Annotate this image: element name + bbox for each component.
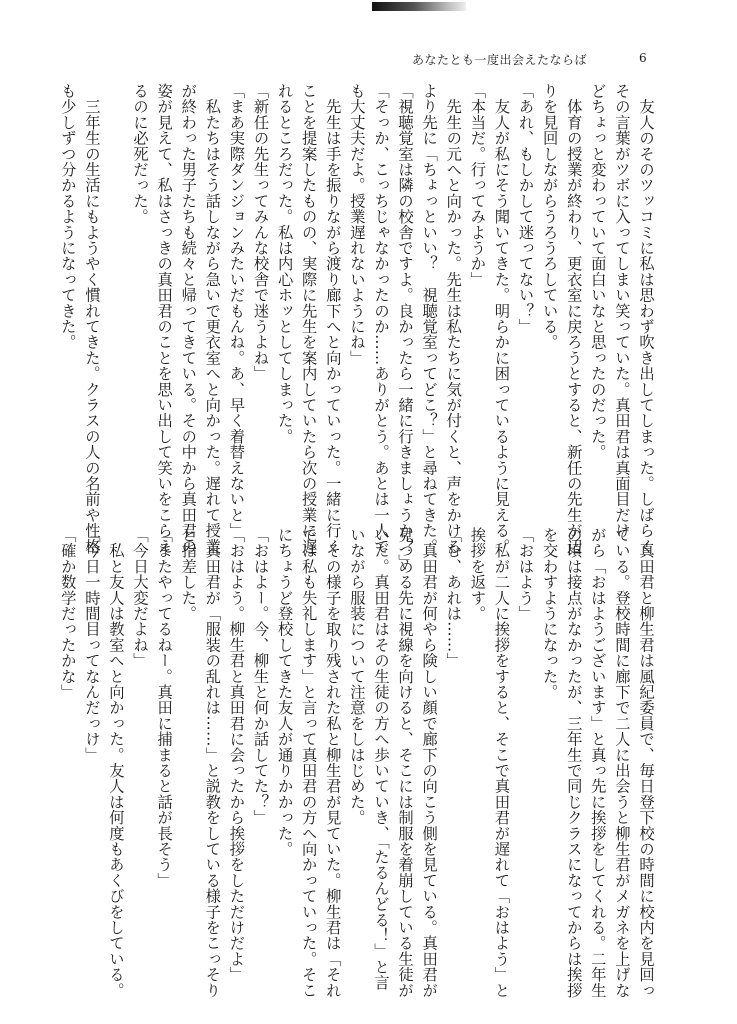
text-column: 「まあ実際ダンジョンみたいだもんね。あ、早く着替えないと」 (227, 83, 246, 539)
text-column: りを見回しながらうろうろしている。 (540, 83, 559, 350)
text-column: 「確か数学だったかな」 (58, 527, 77, 700)
text-column: るのに必死だった。 (131, 83, 150, 225)
text-column: と指差した。 (179, 527, 198, 622)
text-column: 友人のそのツッコミに私は思わず吹き出してしまった。しばらく (637, 83, 655, 554)
text-column: 先生は手を振りながら渡り廊下へと向かっていった。一緒に行く (323, 83, 342, 554)
text-column: も大丈夫だよ。授業遅れないようにね」 (347, 83, 366, 366)
text-column: 「今日一時間目ってなんだっけ」 (82, 527, 101, 763)
page-number: 6 (639, 51, 647, 65)
text-column: いながら服装について注意をしはじめた。 (347, 527, 366, 826)
text-column: 見つめる先に視線を向けると、そこには制服を着崩している生徒が (396, 527, 415, 998)
running-title: あなたとも一度出会えたならば (411, 53, 587, 67)
text-column: 先生の元へと向かった。先生は私たちに気が付くと、声をかける (444, 83, 463, 554)
text-column: を交わすようになった。 (540, 527, 559, 700)
text-column: 「おはよう」 (516, 527, 535, 622)
text-column: 「あれ、もしかして迷ってない？」 (516, 83, 535, 335)
text-column: その言葉がツボに入ってしまい笑っていた。真田君は真面目だけ (612, 83, 631, 539)
text-column: では私も失礼します」と言って真田君の方へ向かっていった。そこ (299, 527, 318, 998)
text-column: 真田君が「服装の乱れは……」と説教をしている様子をこっそり (203, 527, 222, 998)
text-column: にちょうど登校してきた友人が通りかかった。 (275, 527, 294, 857)
text-column: 真田君と柳生君は風紀委員で、毎日登下校の時間に校内を見回っ (637, 527, 655, 998)
text-column: がら「おはようございます」と真っ先に挨拶をしてくれる。二年生 (588, 527, 607, 998)
text-column: その様子を取り残された私と柳生君が見ていた。柳生君は「それ (323, 527, 342, 998)
text-column: 「またやってるねー。真田に捕まると話が長そう」 (155, 527, 174, 889)
text-column: 体育の授業が終わり、更衣室に戻ろうとすると、新任の先生が辺 (564, 83, 583, 554)
text-column: 私と友人は教室へと向かった。友人は何度もあくびをしている。 (106, 527, 125, 998)
text-column: が終わった男子たちも続々と帰ってきている。その中から真田君の (179, 83, 198, 554)
text-column: も少しずつ分かるようになってきた。 (58, 83, 77, 350)
text-column: れるところだった。私は内心ホッとしてしまった。 (275, 83, 294, 445)
text-column: 挨拶を返す。 (468, 527, 487, 622)
text-column (103, 83, 127, 503)
text-column: 友人が私にそう聞いてきた。明らかに困っているように見える。 (492, 83, 511, 554)
text-column: 姿が見えて、私はさっきの真田君のことを思い出して笑いをこらえ (155, 83, 174, 554)
text-column: 「おはよう。柳生君と真田君に会ったから挨拶をしただけだよ」 (227, 527, 246, 983)
text-column: ことを提案したものの、実際に先生を案内していたら次の授業に遅 (299, 83, 318, 554)
lower-text-block (58, 527, 657, 998)
text-column: 「おはよー。今、柳生と何か話してた？」 (251, 527, 270, 826)
text-column: 「本当だ。行ってみようか」 (468, 83, 487, 288)
text-column: どちょっと変わっていて面白いなと思ったのだった。 (588, 83, 607, 460)
text-column: 「む、あれは……」 (444, 527, 463, 669)
text-column: いた。真田君はその生徒の方へ歩いていき、「たるんどる！」と言 (371, 527, 390, 991)
text-column: 「視聴覚室は隣の校舎ですよ。良かったら一緒に行きましょうか？」 (396, 83, 415, 570)
text-column: ている。登校時間に廊下で二人に出会うと柳生君がメガネを上げな (612, 527, 631, 998)
text-column: 真田君が何やら険しい顔で廊下の向こう側を見ている。真田君が (420, 527, 439, 998)
text-column: 「そっか、こっちじゃなかったのか……ありがとう。あとは一人で (371, 83, 390, 554)
scan-edge-bar (372, 2, 466, 11)
text-column: の頃は接点がなかったが、三年生で同じクラスになってからは挨拶 (564, 527, 583, 998)
text-column: より先に「ちょっといい？ 視聴覚室ってどこ？」と尋ねてきた。 (420, 83, 439, 554)
text-column: 三年生の生活にもようやく慣れてきた。クラスの人の名前や性格 (82, 83, 101, 554)
upper-text-block (58, 83, 657, 570)
text-column: 「新任の先生ってみんな校舎で迷うよね」 (251, 83, 270, 382)
text-column: 私が二人に挨拶をすると、そこで真田君が遅れて「おはよう」と (492, 527, 511, 998)
text-column: 私たちはそう話しながら急いで更衣室へと向かった。遅れて授業 (203, 83, 222, 554)
text-column: 「今日大変だよね」 (131, 527, 150, 669)
